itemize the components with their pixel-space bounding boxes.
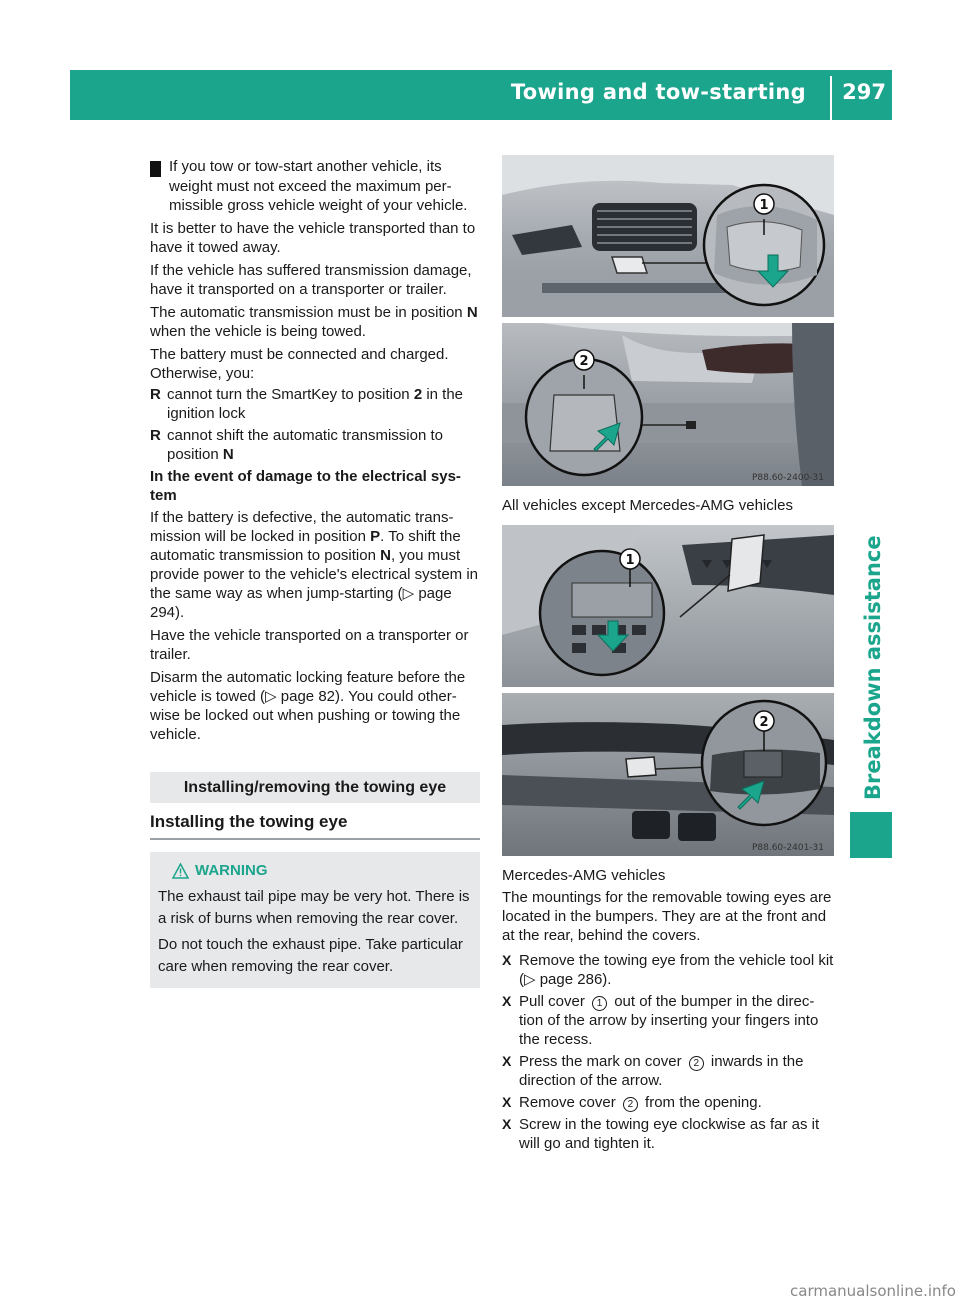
callout-2-icon: 2 [689,1056,704,1071]
notice-icon: ! [150,161,161,177]
watermark: carmanualsonline.info [790,1282,956,1300]
paragraph: If the battery is defective, the automatic trans-mission will be locked in position P. To shift the automatic transmission to position N, you must provide power to the vehicle's electrical system in the same way as when jump-starting (▷ page 294). [150,509,479,621]
page-ref-link[interactable]: page 294 [150,585,452,621]
step-item: X Pull cover 1 out of the bumper in the direc-tion of the arrow by inserting your fingers into the recess. [502,993,819,1048]
side-tab-marker [850,812,892,858]
bullet-icon: R [150,386,161,403]
figure-front-rear-standard [502,155,834,486]
callout-1-label: 1 [759,198,769,213]
section-title: Installing/removing the towing eye [150,772,480,803]
paragraph: Disarm the automatic locking feature before the vehicle is towed (▷ page 82). You could other-wise be locked out when pushing or towing the vehicle. [150,669,466,743]
notice-text: weight must not exceed the maximum per-missible gross vehicle weight of your vehicle. [169,178,468,214]
ref-arrow-icon: ▷ [402,585,415,602]
warning-text: The exhaust tail pipe may be very hot. There is a risk of burns when removing the rear cover. [158,888,470,927]
side-tab-label: Breakdown assistance [861,535,885,800]
header-divider [830,76,832,120]
paragraph: Have the vehicle transported on a transporter or trailer. [150,627,469,663]
right-column [502,155,834,1156]
left-column [143,157,480,988]
list-item: R cannot turn the SmartKey to position 2 in the ignition lock [150,386,464,422]
sub-heading: Installing the towing eye [150,803,480,840]
svg-text:1: 1 [625,553,635,568]
figure-caption: All vehicles except Mercedes-AMG vehicles [502,497,793,514]
chapter-title: Towing and tow-starting [510,80,806,104]
bullet-icon: R [150,427,161,444]
figure-caption: Mercedes-AMG vehicles [502,867,666,884]
warning-triangle-icon [172,863,189,879]
step-arrow-icon: X [502,993,512,1009]
ref-arrow-icon: ▷ [524,971,536,988]
paragraph: If the vehicle has suffered transmission damage, have it transported on a transporter or trailer. [150,262,472,298]
callout-1-icon: 1 [592,996,607,1011]
svg-text:2: 2 [759,715,769,730]
page-ref-link[interactable]: page 82 [280,688,336,705]
step-arrow-icon: X [502,1116,512,1132]
ref-arrow-icon: ▷ [265,688,277,705]
step-item: X Remove cover 2 from the opening. [502,1094,762,1111]
warning-label: WARNING [195,862,268,879]
step-item: X Remove the towing eye from the vehicle tool kit (▷ page 286). [502,952,834,988]
warning-text: Do not touch the exhaust pipe. Take particular care when removing the rear cover. [158,936,463,975]
step-item: X Screw in the towing eye clockwise as far as it will go and tighten it. [502,1116,820,1152]
page-number: 297 [842,80,886,104]
paragraph: The mountings for the removable towing eyes are located in the bumpers. They are at the front and at the rear, behind the covers. [502,889,832,944]
side-tab [850,120,892,800]
figure-code: P88.60-2400-31 [751,473,824,483]
figure-code: P88.60-2401-31 [751,843,824,853]
figure-front-rear-amg [502,525,834,856]
list-item: R cannot shift the automatic transmission to position N [150,427,443,463]
callout-2-icon: 2 [623,1097,638,1112]
paragraph: It is better to have the vehicle transported than to have it towed away. [150,220,476,256]
callout-2-label: 2 [579,354,589,369]
paragraph: The automatic transmission must be in position N when the vehicle is being towed. [150,304,478,340]
notice-line1: If you tow or tow-start another vehicle, its [169,158,442,175]
warning-box [150,852,480,988]
step-item: X Press the mark on cover 2 inwards in the direction of the arrow. [502,1053,804,1089]
page-header [70,70,892,120]
step-arrow-icon: X [502,952,512,968]
paragraph: The battery must be connected and charged. Otherwise, you: [150,346,449,382]
notice [143,157,480,215]
subsection-heading: In the event of damage to the electrical sys-tem [150,468,461,504]
page-ref-link[interactable]: page 286 [539,971,603,988]
step-arrow-icon: X [502,1053,512,1069]
step-arrow-icon: X [502,1094,512,1110]
